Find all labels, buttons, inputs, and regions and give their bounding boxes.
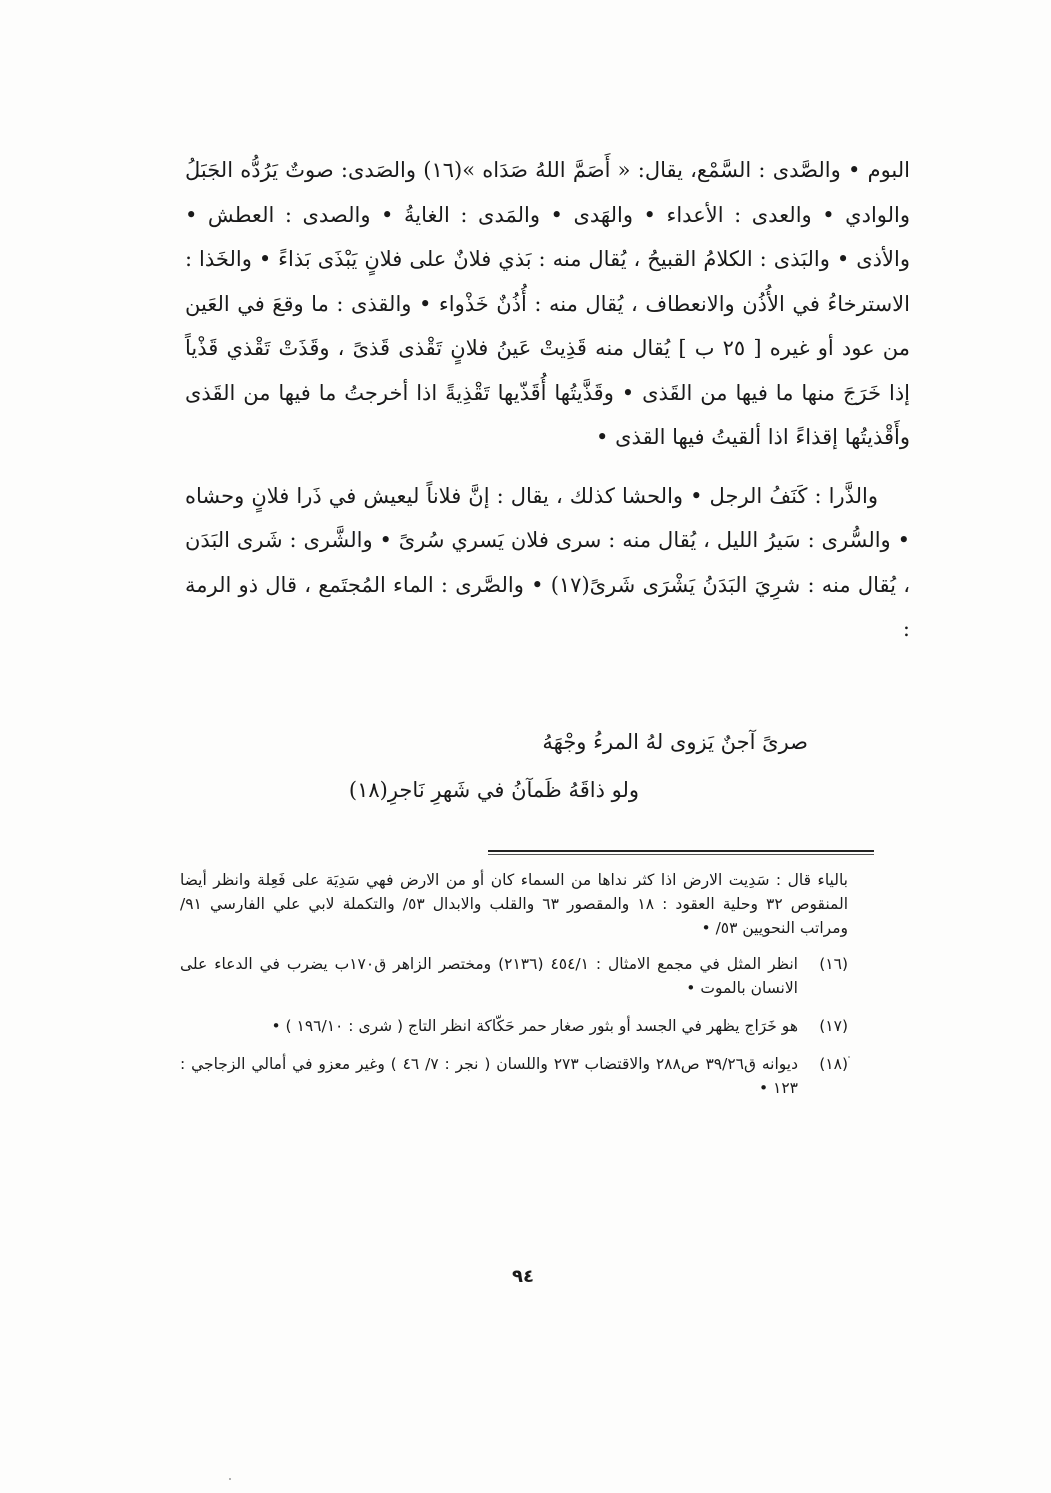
scan-speck (229, 1478, 231, 1480)
footnote-divider (488, 850, 874, 852)
footnote-number: (١٨) (819, 1055, 848, 1073)
footnote-17 (180, 1014, 848, 1038)
body-paragraph-1: البوم • والصَّدى : السَّمْع، يقال: « أَصَمَّ اللهُ صَدَاه »(١٦) والصَدى: صوتٌ يَرُدُّه الجَبَلُ والوادي • والعدى : الأعداء • والهَدى • والمَدى : الغايةُ • والصدى : العطش • والأذى • والبَذى : الكلامُ القبيحُ ، يُقال منه : بَذي فلانٌ على فلانٍ يَبْذَى بَذاءً • والخَذا : الاسترخاءُ في الأُذُن والانعطاف ، يُقال منه : أُذُنٌ خَذْواء • والقذى : ما وقعَ في العَين من عود أو غيره [ ٢٥ ب ] يُقال منه قَذِيتْ عَينُ فلانٍ تَقْذى قَذىً ، وقَذَتْ تَقْذي قَذْياً إذا خَرَجَ منها ما فيها من القَذى • وقَذَّيتُها أُقَذّيها تَقْذِيةً اذا أخرجتُ ما فيها من القَذى وأَقْذيتُها إقذاءً اذا ألقيتُ فيها القذى • (185, 158, 910, 449)
verse-line-2: ولو ذاقَهُ ظَمآنُ في شَهرِ نَاجرِ(١٨) (348, 778, 639, 802)
page-number: ٩٤ (512, 1266, 534, 1287)
footnote-number: (١٦) (819, 955, 848, 973)
footnote-text: هو خَرَاج يظهر في الجسد أو بثور صغار حمر حَكّاكة انظر التاج ( شرى : ١٩٦/١٠ ) • (271, 1017, 798, 1035)
footnote-16 (180, 952, 848, 1000)
scan-speck (848, 1056, 850, 1058)
verse-line-1: صرىً آجنٌ يَزوى لهُ المرءُ وجْهَهُ (542, 730, 808, 754)
footnote-text: ديوانه ق٣٩/٢٦ ص٢٨٨ والاقتضاب ٢٧٣ واللسان ( نجر : ٧/ ٤٦ ) وغير معزو في أمالي الزجاجي : ١٢٣ • (180, 1055, 799, 1097)
footnote-continuation: بالياء قال : سَدِيت الارض اذا كثر نداها من السماء كان أو من الارض فهي سَدِيَة على فَعِلة وانظر أيضا المنقوص ٣٢ وحلية العقود : ١٨ والمقصور ٦٣ والقلب والابدال ٥٣/ والتكملة لابي علي الفارسي ٩١/ ومراتب النحويين ٥٣/ • (180, 871, 849, 937)
footnotes-section (180, 868, 848, 1114)
footnote-number: (١٧) (819, 1017, 848, 1035)
footnote-18 (180, 1052, 848, 1100)
main-body-text (185, 148, 910, 652)
body-paragraph-2: والذَّرا : كَنَفُ الرجل • والحشا كذلك ، يقال : إنَّ فلاناً ليعيش في ذَرا فلانٍ وحشاه • والسُّرى : سَيرُ الليل ، يُقال منه : سرى فلان يَسري سُرىً • والشَّرى : شَرى البَدَن ، يُقال منه : شرِيَ البَدَنُ يَشْرَى شَرىً(١٧) • والصَّرى : الماء المُجتَمع ، قال ذو الرمة : (185, 483, 910, 641)
footnote-text: انظر المثل في مجمع الامثال : ٤٥٤/١ (٢١٣٦) ومختصر الزاهر ق١٧٠ب يضرب في الدعاء على الانسان بالموت • (180, 955, 798, 997)
